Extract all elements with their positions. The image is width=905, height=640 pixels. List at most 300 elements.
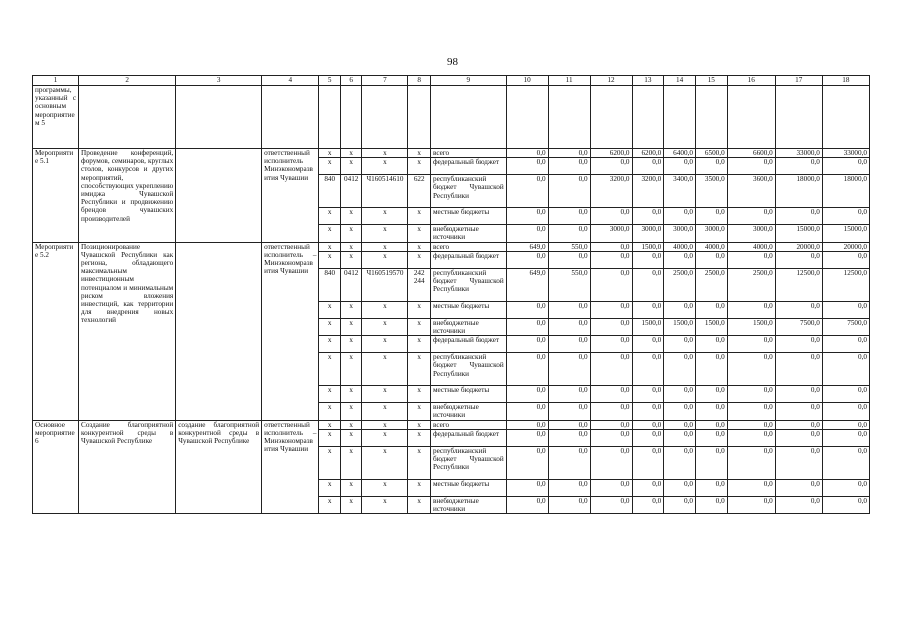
amount-value: 3000,0	[695, 225, 727, 242]
budget-code: x	[319, 149, 340, 158]
amount-value: 0,0	[506, 336, 548, 353]
amount-value: 0,0	[590, 158, 632, 175]
budget-code: x	[340, 251, 361, 268]
budget-code: x	[362, 496, 408, 513]
funding-source: всего	[430, 420, 506, 429]
amount-value: 18000,0	[822, 175, 869, 208]
amount-value: 0,0	[590, 403, 632, 420]
amount-value: 0,0	[664, 336, 696, 353]
column-number: 14	[664, 76, 696, 86]
budget-code: x	[362, 301, 408, 318]
activity-name: Основное мероприятие 6	[33, 420, 79, 514]
budget-code: x	[319, 208, 340, 225]
amount-value: 0,0	[590, 301, 632, 318]
amount-value: 0,0	[590, 251, 632, 268]
empty-cell	[664, 86, 696, 149]
amount-value: 0,0	[727, 353, 775, 386]
amount-value: 0,0	[664, 446, 696, 479]
carryover-cell: программы, указанный с основным мероприятием 5	[33, 86, 79, 149]
empty-cell	[548, 86, 590, 149]
budget-code: x	[340, 403, 361, 420]
amount-value: 0,0	[590, 420, 632, 429]
amount-value: 0,0	[548, 251, 590, 268]
funding-source: республиканский бюджет Чувашской Республики	[430, 268, 506, 301]
amount-value: 0,0	[727, 496, 775, 513]
amount-value: 0,0	[632, 446, 664, 479]
column-number: 11	[548, 76, 590, 86]
budget-code: x	[362, 420, 408, 429]
amount-value: 0,0	[822, 403, 869, 420]
amount-value: 0,0	[695, 386, 727, 403]
amount-value: 33000,0	[822, 149, 869, 158]
amount-value: 0,0	[727, 208, 775, 225]
budget-code: x	[408, 318, 431, 335]
amount-value: 1500,0	[632, 242, 664, 251]
amount-value: 0,0	[775, 208, 822, 225]
amount-value: 550,0	[548, 268, 590, 301]
page-number: 98	[447, 56, 458, 68]
budget-code: x	[340, 446, 361, 479]
budget-code: x	[362, 336, 408, 353]
amount-value: 0,0	[548, 149, 590, 158]
budget-code: x	[408, 336, 431, 353]
budget-code: x	[319, 318, 340, 335]
amount-value: 3600,0	[727, 175, 775, 208]
budget-code: x	[408, 242, 431, 251]
budget-code: x	[362, 429, 408, 446]
amount-value: 0,0	[632, 301, 664, 318]
budget-code: x	[408, 420, 431, 429]
budget-code: x	[408, 301, 431, 318]
amount-value: 0,0	[548, 429, 590, 446]
amount-value: 0,0	[775, 301, 822, 318]
amount-value: 0,0	[548, 225, 590, 242]
amount-value: 0,0	[632, 336, 664, 353]
column-number: 10	[506, 76, 548, 86]
amount-value: 0,0	[822, 420, 869, 429]
amount-value: 20000,0	[822, 242, 869, 251]
amount-value: 3000,0	[664, 225, 696, 242]
amount-value: 0,0	[548, 318, 590, 335]
column-number: 12	[590, 76, 632, 86]
budget-code: x	[408, 429, 431, 446]
amount-value: 0,0	[632, 496, 664, 513]
budget-code: x	[362, 318, 408, 335]
amount-value: 0,0	[822, 429, 869, 446]
amount-value: 0,0	[632, 429, 664, 446]
activity-goal	[176, 149, 262, 243]
amount-value: 0,0	[775, 420, 822, 429]
amount-value: 0,0	[632, 268, 664, 301]
empty-cell	[430, 86, 506, 149]
empty-cell	[506, 86, 548, 149]
column-number: 13	[632, 76, 664, 86]
budget-code: x	[408, 446, 431, 479]
funding-source: внебюджетные источники	[430, 318, 506, 335]
budget-code: x	[408, 158, 431, 175]
amount-value: 2500,0	[695, 268, 727, 301]
budget-code: x	[408, 496, 431, 513]
budget-code: x	[362, 242, 408, 251]
column-number: 2	[79, 76, 176, 86]
amount-value: 0,0	[664, 429, 696, 446]
amount-value: 649,0	[506, 268, 548, 301]
amount-value: 15000,0	[822, 225, 869, 242]
responsible-executor: ответственный исполнитель – Минэкономразвития Чувашии	[262, 420, 319, 514]
budget-code: x	[408, 353, 431, 386]
amount-value: 0,0	[548, 446, 590, 479]
budget-table	[32, 75, 870, 514]
amount-value: 0,0	[590, 429, 632, 446]
amount-value: 0,0	[822, 386, 869, 403]
amount-value: 15000,0	[775, 225, 822, 242]
budget-code: x	[362, 446, 408, 479]
activity-name: Мероприятие 5.1	[33, 149, 79, 243]
amount-value: 0,0	[695, 479, 727, 496]
empty-cell	[695, 86, 727, 149]
budget-code: x	[340, 353, 361, 386]
amount-value: 0,0	[775, 479, 822, 496]
funding-source: республиканский бюджет Чувашской Республики	[430, 446, 506, 479]
amount-value: 0,0	[695, 429, 727, 446]
amount-value: 0,0	[632, 208, 664, 225]
amount-value: 0,0	[695, 496, 727, 513]
budget-code: x	[362, 158, 408, 175]
amount-value: 33000,0	[775, 149, 822, 158]
funding-source: всего	[430, 149, 506, 158]
amount-value: 0,0	[664, 496, 696, 513]
budget-code: x	[408, 225, 431, 242]
amount-value: 0,0	[695, 336, 727, 353]
amount-value: 3000,0	[632, 225, 664, 242]
budget-code: x	[319, 429, 340, 446]
budget-code: x	[319, 225, 340, 242]
budget-code: 840	[319, 175, 340, 208]
amount-value: 0,0	[506, 403, 548, 420]
amount-value: 4000,0	[727, 242, 775, 251]
amount-value: 0,0	[548, 158, 590, 175]
amount-value: 0,0	[775, 158, 822, 175]
amount-value: 0,0	[822, 301, 869, 318]
budget-code: x	[340, 429, 361, 446]
amount-value: 1500,0	[695, 318, 727, 335]
amount-value: 0,0	[695, 353, 727, 386]
amount-value: 0,0	[727, 301, 775, 318]
amount-value: 0,0	[506, 318, 548, 335]
amount-value: 0,0	[590, 446, 632, 479]
column-number: 16	[727, 76, 775, 86]
budget-code: 840	[319, 268, 340, 301]
amount-value: 0,0	[727, 446, 775, 479]
amount-value: 0,0	[664, 251, 696, 268]
budget-code: 622	[408, 175, 431, 208]
column-number: 4	[262, 76, 319, 86]
amount-value: 0,0	[590, 386, 632, 403]
activity-description: Позиционирование Чувашской Республики как региона, обладающего максимальным инвестиционным потенциалом и минимальным риском вложения инвестиций, как территории для внедрения новых технологий	[79, 242, 176, 420]
amount-value: 4000,0	[664, 242, 696, 251]
amount-value: 0,0	[775, 403, 822, 420]
responsible-executor: ответственный исполнитель Минэкономразвития Чувашии	[262, 149, 319, 243]
amount-value: 0,0	[506, 149, 548, 158]
amount-value: 0,0	[775, 251, 822, 268]
budget-code: x	[340, 208, 361, 225]
amount-value: 0,0	[664, 301, 696, 318]
amount-value: 0,0	[775, 386, 822, 403]
amount-value: 0,0	[727, 479, 775, 496]
budget-code: x	[408, 479, 431, 496]
funding-source: республиканский бюджет Чувашской Республики	[430, 353, 506, 386]
amount-value: 1500,0	[632, 318, 664, 335]
budget-code: Ч160519570	[362, 268, 408, 301]
amount-value: 12500,0	[775, 268, 822, 301]
amount-value: 3000,0	[727, 225, 775, 242]
amount-value: 0,0	[695, 251, 727, 268]
funding-source: федеральный бюджет	[430, 336, 506, 353]
funding-source: внебюджетные источники	[430, 403, 506, 420]
amount-value: 0,0	[775, 336, 822, 353]
amount-value: 6600,0	[727, 149, 775, 158]
budget-code: x	[362, 386, 408, 403]
amount-value: 2500,0	[664, 268, 696, 301]
amount-value: 0,0	[548, 479, 590, 496]
column-number: 18	[822, 76, 869, 86]
amount-value: 0,0	[664, 208, 696, 225]
amount-value: 0,0	[506, 208, 548, 225]
empty-cell	[319, 86, 340, 149]
budget-code: x	[362, 251, 408, 268]
amount-value: 0,0	[506, 429, 548, 446]
budget-code: x	[340, 496, 361, 513]
column-number: 7	[362, 76, 408, 86]
column-number: 8	[408, 76, 431, 86]
amount-value: 0,0	[664, 420, 696, 429]
amount-value: 0,0	[632, 353, 664, 386]
amount-value: 0,0	[695, 403, 727, 420]
amount-value: 0,0	[775, 353, 822, 386]
funding-source: федеральный бюджет	[430, 429, 506, 446]
amount-value: 0,0	[548, 496, 590, 513]
budget-code: x	[319, 386, 340, 403]
funding-source: местные бюджеты	[430, 301, 506, 318]
amount-value: 0,0	[664, 386, 696, 403]
amount-value: 0,0	[506, 225, 548, 242]
amount-value: 0,0	[695, 158, 727, 175]
budget-code: x	[340, 318, 361, 335]
funding-source: местные бюджеты	[430, 386, 506, 403]
empty-cell	[176, 86, 262, 149]
amount-value: 0,0	[727, 251, 775, 268]
budget-code: x	[340, 479, 361, 496]
amount-value: 0,0	[506, 496, 548, 513]
amount-value: 6400,0	[664, 149, 696, 158]
budget-code: x	[319, 301, 340, 318]
amount-value: 0,0	[695, 301, 727, 318]
amount-value: 7500,0	[822, 318, 869, 335]
amount-value: 0,0	[727, 403, 775, 420]
budget-code: x	[340, 149, 361, 158]
amount-value: 649,0	[506, 242, 548, 251]
amount-value: 0,0	[506, 301, 548, 318]
amount-value: 3000,0	[590, 225, 632, 242]
amount-value: 0,0	[727, 158, 775, 175]
budget-code: x	[362, 225, 408, 242]
budget-code: x	[362, 403, 408, 420]
empty-cell	[340, 86, 361, 149]
amount-value: 0,0	[506, 175, 548, 208]
amount-value: 0,0	[695, 446, 727, 479]
amount-value: 3200,0	[590, 175, 632, 208]
column-number: 5	[319, 76, 340, 86]
empty-cell	[262, 86, 319, 149]
funding-source: местные бюджеты	[430, 479, 506, 496]
funding-source: всего	[430, 242, 506, 251]
budget-code: x	[362, 149, 408, 158]
amount-value: 1500,0	[664, 318, 696, 335]
budget-code: x	[319, 242, 340, 251]
amount-value: 2500,0	[727, 268, 775, 301]
budget-code: 0412	[340, 268, 361, 301]
budget-code: x	[319, 353, 340, 386]
amount-value: 0,0	[775, 429, 822, 446]
budget-code: x	[408, 208, 431, 225]
amount-value: 0,0	[664, 479, 696, 496]
amount-value: 0,0	[548, 353, 590, 386]
amount-value: 0,0	[727, 429, 775, 446]
budget-code: x	[408, 149, 431, 158]
amount-value: 4000,0	[695, 242, 727, 251]
amount-value: 18000,0	[775, 175, 822, 208]
budget-code: x	[408, 251, 431, 268]
amount-value: 0,0	[548, 420, 590, 429]
amount-value: 0,0	[548, 403, 590, 420]
funding-source: республиканский бюджет Чувашской Республики	[430, 175, 506, 208]
responsible-executor: ответственный исполнитель – Минэкономразвития Чувашии	[262, 242, 319, 420]
funding-source: федеральный бюджет	[430, 251, 506, 268]
amount-value: 0,0	[506, 158, 548, 175]
amount-value: 0,0	[506, 446, 548, 479]
activity-goal: создание благоприятной конкурентной среды в Чувашской Республике	[176, 420, 262, 514]
budget-code: x	[319, 420, 340, 429]
column-number: 6	[340, 76, 361, 86]
amount-value: 0,0	[822, 353, 869, 386]
amount-value: 0,0	[822, 446, 869, 479]
budget-code: x	[362, 479, 408, 496]
amount-value: 0,0	[632, 158, 664, 175]
column-number: 17	[775, 76, 822, 86]
amount-value: 0,0	[632, 386, 664, 403]
budget-code: 242 244	[408, 268, 431, 301]
column-number: 9	[430, 76, 506, 86]
amount-value: 6200,0	[590, 149, 632, 158]
budget-code: x	[319, 403, 340, 420]
amount-value: 0,0	[506, 420, 548, 429]
activity-description: Проведение конференций, форумов, семинаров, круглых столов, конкурсов и других мероприятий, способствующих укреплению имиджа Чувашской Республики и продвижению брендов чувашских производителей	[79, 149, 176, 243]
amount-value: 0,0	[590, 336, 632, 353]
funding-source: внебюджетные источники	[430, 225, 506, 242]
amount-value: 0,0	[822, 158, 869, 175]
budget-code: x	[340, 386, 361, 403]
amount-value: 7500,0	[775, 318, 822, 335]
amount-value: 0,0	[822, 208, 869, 225]
amount-value: 0,0	[664, 158, 696, 175]
empty-cell	[79, 86, 176, 149]
amount-value: 0,0	[664, 403, 696, 420]
budget-code: x	[408, 403, 431, 420]
amount-value: 0,0	[590, 242, 632, 251]
amount-value: 0,0	[695, 420, 727, 429]
amount-value: 20000,0	[775, 242, 822, 251]
amount-value: 0,0	[775, 496, 822, 513]
amount-value: 0,0	[506, 251, 548, 268]
amount-value: 0,0	[822, 479, 869, 496]
amount-value: 0,0	[727, 336, 775, 353]
amount-value: 0,0	[695, 208, 727, 225]
amount-value: 0,0	[548, 336, 590, 353]
amount-value: 3200,0	[632, 175, 664, 208]
activity-name: Мероприятие 5.2	[33, 242, 79, 420]
amount-value: 0,0	[775, 446, 822, 479]
amount-value: 0,0	[664, 353, 696, 386]
column-number: 15	[695, 76, 727, 86]
amount-value: 0,0	[822, 496, 869, 513]
table-row	[33, 149, 870, 158]
amount-value: 0,0	[548, 386, 590, 403]
budget-code: x	[408, 386, 431, 403]
activity-description: Создание благоприятной конкурентной среды в Чувашской Республике	[79, 420, 176, 514]
budget-code: x	[340, 420, 361, 429]
amount-value: 0,0	[590, 208, 632, 225]
amount-value: 0,0	[632, 479, 664, 496]
empty-cell	[775, 86, 822, 149]
amount-value: 0,0	[548, 175, 590, 208]
empty-cell	[408, 86, 431, 149]
amount-value: 0,0	[822, 251, 869, 268]
column-number-row	[33, 76, 870, 86]
amount-value: 0,0	[632, 403, 664, 420]
empty-cell	[362, 86, 408, 149]
empty-cell	[727, 86, 775, 149]
amount-value: 0,0	[632, 251, 664, 268]
budget-code: x	[319, 336, 340, 353]
budget-code: x	[319, 496, 340, 513]
funding-source: местные бюджеты	[430, 208, 506, 225]
amount-value: 0,0	[548, 208, 590, 225]
amount-value: 3500,0	[695, 175, 727, 208]
amount-value: 6200,0	[632, 149, 664, 158]
budget-code: x	[319, 158, 340, 175]
amount-value: 0,0	[727, 420, 775, 429]
budget-code: x	[340, 158, 361, 175]
budget-code: x	[340, 225, 361, 242]
budget-code: x	[340, 336, 361, 353]
amount-value: 0,0	[632, 420, 664, 429]
amount-value: 0,0	[590, 496, 632, 513]
amount-value: 0,0	[590, 268, 632, 301]
activity-goal	[176, 242, 262, 420]
amount-value: 550,0	[548, 242, 590, 251]
funding-source: федеральный бюджет	[430, 158, 506, 175]
amount-value: 0,0	[506, 353, 548, 386]
budget-code: x	[340, 301, 361, 318]
column-number: 3	[176, 76, 262, 86]
budget-code: 0412	[340, 175, 361, 208]
amount-value: 0,0	[590, 353, 632, 386]
amount-value: 0,0	[590, 318, 632, 335]
table-row	[33, 420, 870, 429]
amount-value: 1500,0	[727, 318, 775, 335]
amount-value: 3400,0	[664, 175, 696, 208]
budget-code: x	[319, 479, 340, 496]
